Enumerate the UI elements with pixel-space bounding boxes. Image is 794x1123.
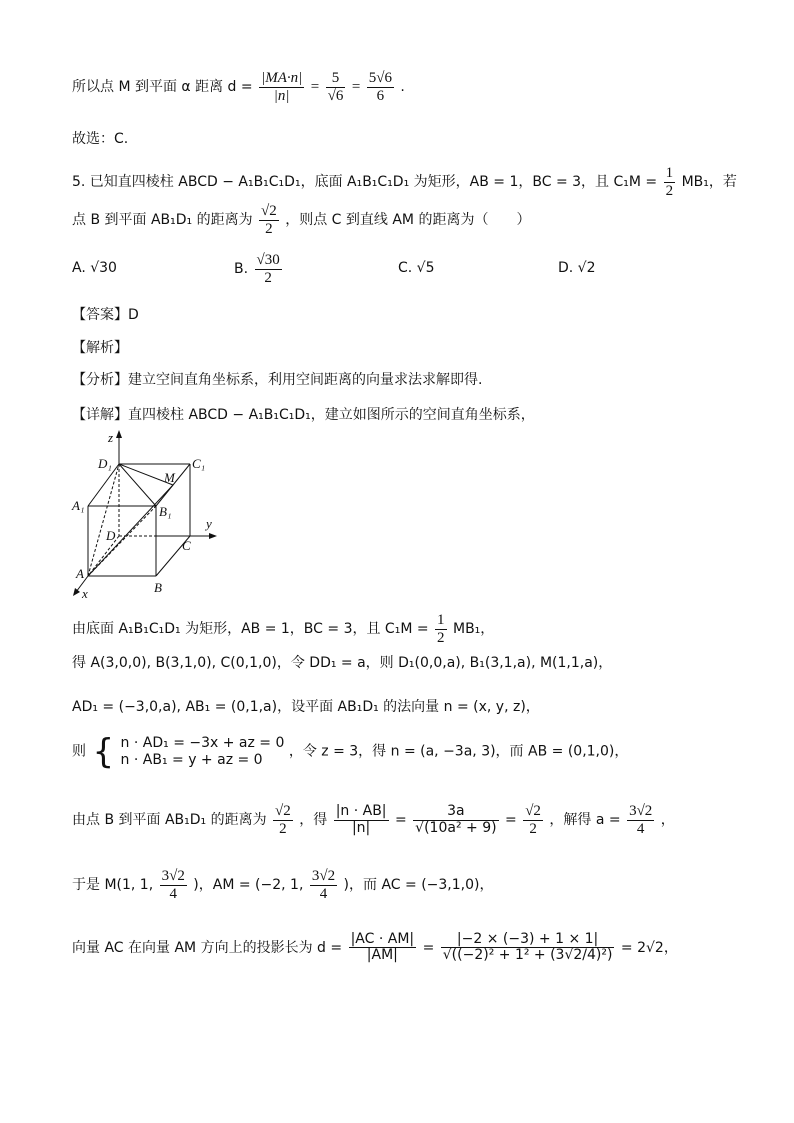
label-B: B <box>154 580 162 595</box>
fraction: $\frac{√2}{2}$ <box>261 203 277 237</box>
option-c: C. √5 <box>398 260 435 276</box>
fraction: $\frac{|MA\cdot n|}{|n|}$ <box>261 70 303 104</box>
fraction: $\frac{|-2 \times (-3) + 1 \times 1|}{\text{√((−2)² + 1² + (3√2/4)²)}}$ <box>442 931 613 964</box>
analysis-text: 【分析】建立空间直角坐标系，利用空间距离的向量求法求解即得. <box>72 372 483 388</box>
option-b: B. $\frac{√30}{2}$ <box>234 252 280 286</box>
solution-line-2: 得 A(3,0,0), B(3,1,0), C(0,1,0)，令 DD₁ = a，则 D₁(0,0,a), B₁(3,1,a), M(1,1,a)， <box>72 655 613 671</box>
detail-text: 【详解】直四棱柱 ABCD − A₁B₁C₁D₁，建立如图所示的空间直角坐标系， <box>72 407 535 423</box>
fraction: $\frac{3√2}{4}$ <box>629 803 653 837</box>
fraction: $\frac{3√2}{4}$ <box>311 868 336 902</box>
solution-line-4: 则 { n · AD₁ = −3x + az = 0 n · AB₁ = y + az = 0 ，令 z = 3，得 n = (a, −3a, 3)，而 AB = (0,1,0)， <box>72 732 629 772</box>
fraction: $\frac{3a}{\text{√(10a² + 9)}}$ <box>415 803 497 836</box>
option-d: D. √2 <box>558 260 596 276</box>
y-arrow <box>209 533 217 539</box>
fraction: $\frac{√30}{2}$ <box>256 252 280 286</box>
fraction: $\frac{|AC \cdot AM|}{|AM|}$ <box>350 931 415 964</box>
fraction: $\frac{3√2}{4}$ <box>161 868 185 902</box>
fraction: $\frac{5}{√6}$ <box>327 70 344 104</box>
label-x: x <box>82 586 88 600</box>
text: 所以点 M 到平面 α 距离 d = <box>72 79 253 95</box>
x-arrow <box>73 588 80 596</box>
fraction: $\frac{1}{2}$ <box>665 165 674 199</box>
answer-choice-line: 故选：C. <box>72 131 129 147</box>
label-A: A <box>76 566 84 581</box>
fraction: $\frac{1}{2}$ <box>437 612 445 646</box>
label-B1: B₁ <box>159 504 172 519</box>
analysis-label: 【解析】 <box>72 340 128 356</box>
solution-line-6: 于是 M(1, 1, $\frac{3√2}{4}$ )，AM = (−2, 1, $\frac{3√2}{4}$ )，而 AC = (−3,1,0)， <box>72 868 494 902</box>
solution-line-3: AD₁ = (−3,0,a), AB₁ = (0,1,a)，设平面 AB₁D₁ 的法向量 n = (x, y, z)， <box>72 699 540 715</box>
fraction: $\frac{√2}{2}$ <box>525 803 541 837</box>
edge-D1B1 <box>119 464 156 506</box>
answer-label: 【答案】D <box>72 307 139 323</box>
line-distance-result: 所以点 M 到平面 α 距离 d = $\frac{|MA\cdot n|}{|n|}$ = $\frac{5}{√6}$ = $\frac{5√6}{6}$ . <box>72 70 405 104</box>
label-A1: A₁ <box>72 498 85 513</box>
option-a: A. √30 <box>72 260 117 276</box>
fraction: $\frac{5√6}{6}$ <box>368 70 392 104</box>
prism-figure <box>68 428 228 600</box>
equation-2: n · AB₁ = y + az = 0 <box>120 752 263 768</box>
label-z: z <box>108 430 114 445</box>
solution-line-7: 向量 AC 在向量 AM 方向上的投影长为 d = $\frac{|AC \cdot AM|}{|AM|}$ = $\frac{|-2 \times (-3) + 1 \times 1|}{\text{√((−2)² + 1² + (3√2/4)²)}}$ = 2√2， <box>72 931 678 964</box>
question-5-line-2: 点 B 到平面 AB₁D₁ 的距离为 $\frac{√2}{2}$ ，则点 C 到直线 AM 的距离为（ ） <box>72 203 531 237</box>
solution-line-5: 由点 B 到平面 AB₁D₁ 的距离为 $\frac{√2}{2}$ ，得 $\frac{|n \cdot AB|}{|n|}$ = $\frac{3a}{\text{√(10a² + 9)}}$ = $\frac{√2}{2}$ ，解得 a = $\frac{3√2}{4}$ ， <box>72 803 675 837</box>
z-arrow <box>116 430 122 438</box>
equation-1: n · AD₁ = −3x + az = 0 <box>120 735 285 752</box>
label-C: C <box>182 538 191 553</box>
label-C1: C₁ <box>192 456 206 471</box>
fraction: $\frac{|n \cdot AB|}{|n|}$ <box>335 803 387 836</box>
label-D: D <box>106 528 116 543</box>
label-M: M <box>164 470 175 485</box>
label-D1: D₁ <box>98 456 112 471</box>
label-y: y <box>206 516 212 531</box>
question-5-line-1: 5. 已知直四棱柱 ABCD − A₁B₁C₁D₁，底面 A₁B₁C₁D₁ 为矩形，AB = 1，BC = 3，且 C₁M = $\frac{1}{2}$ MB₁，若 <box>72 165 737 199</box>
solution-line-1: 由底面 A₁B₁C₁D₁ 为矩形，AB = 1，BC = 3，且 C₁M = $\frac{1}{2}$ MB₁， <box>72 612 495 646</box>
fraction: $\frac{√2}{2}$ <box>275 803 291 837</box>
